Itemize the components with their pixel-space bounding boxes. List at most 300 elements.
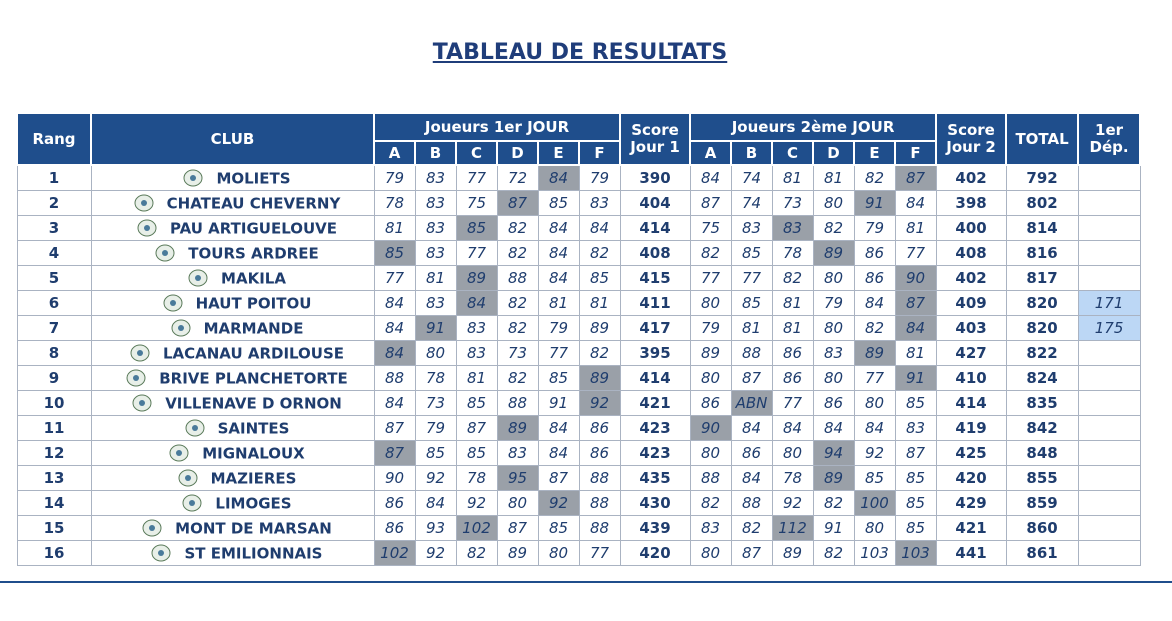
score-cell: 77 (579, 541, 620, 566)
table-row (17, 341, 1140, 366)
score-cell: 84 (374, 316, 415, 341)
club-name: PAU ARTIGUELOUVE (169, 219, 337, 238)
score-jour1-cell: 411 (620, 291, 690, 316)
score-cell: 82 (497, 316, 538, 341)
dep-cell (1078, 341, 1140, 366)
score-cell: 84 (374, 391, 415, 416)
club-logo-icon (136, 219, 158, 237)
club-logo-icon (181, 494, 203, 512)
club-logo-icon (131, 394, 153, 412)
score-cell: 92 (579, 391, 620, 416)
score-jour1-cell: 430 (620, 491, 690, 516)
club-cell (91, 391, 374, 416)
club-name: LACANAU ARDILOUSE (162, 344, 345, 363)
score-cell: 83 (497, 441, 538, 466)
rank-cell: 9 (17, 366, 91, 391)
table-row (17, 491, 1140, 516)
club-name: VILLENAVE D ORNON (165, 394, 342, 413)
score-cell: 92 (415, 466, 456, 491)
score-cell: 84 (579, 216, 620, 241)
score-cell: 84 (456, 291, 497, 316)
score-cell: 83 (731, 216, 772, 241)
score-cell: 81 (813, 165, 854, 191)
table-row (17, 316, 1140, 341)
score-cell: 86 (772, 341, 813, 366)
score-cell: 79 (854, 216, 895, 241)
header-dep: 1er Dép. (1078, 113, 1140, 165)
club-logo-icon (187, 269, 209, 287)
score-cell: 86 (374, 491, 415, 516)
club-logo-icon (141, 519, 163, 537)
score-cell: 79 (415, 416, 456, 441)
score-cell: 84 (895, 191, 936, 216)
rank-cell: 6 (17, 291, 91, 316)
score-cell: 82 (690, 491, 731, 516)
score-cell: 84 (538, 441, 579, 466)
score-cell: 88 (579, 491, 620, 516)
score-cell: 79 (813, 291, 854, 316)
score-jour2-cell: 419 (936, 416, 1006, 441)
score-cell: 85 (731, 291, 772, 316)
score-jour2-cell: 398 (936, 191, 1006, 216)
score-cell: 86 (731, 441, 772, 466)
score-cell: 79 (374, 165, 415, 191)
score-cell: 83 (415, 216, 456, 241)
dep-cell (1078, 216, 1140, 241)
score-cell: 87 (456, 416, 497, 441)
club-cell (91, 491, 374, 516)
score-cell: 82 (813, 491, 854, 516)
table-row (17, 191, 1140, 216)
score-cell: 78 (772, 466, 813, 491)
club-name: TOURS ARDREE (188, 244, 319, 263)
table-row (17, 416, 1140, 441)
rank-cell: 14 (17, 491, 91, 516)
score-cell: 85 (538, 516, 579, 541)
score-cell: 84 (854, 291, 895, 316)
club-logo-icon (170, 319, 192, 337)
score-cell: 78 (415, 366, 456, 391)
score-cell: 81 (456, 366, 497, 391)
header-rang: Rang (17, 113, 91, 165)
dep-cell (1078, 366, 1140, 391)
club-cell (91, 316, 374, 341)
score-cell: 75 (456, 191, 497, 216)
table-row (17, 441, 1140, 466)
score-cell: 81 (415, 266, 456, 291)
score-cell: 88 (731, 341, 772, 366)
score-cell: 85 (895, 391, 936, 416)
header-letter-c: C (772, 141, 813, 165)
dep-cell (1078, 165, 1140, 191)
score-cell: 82 (813, 541, 854, 566)
score-cell: 80 (813, 366, 854, 391)
score-cell: 91 (813, 516, 854, 541)
score-cell: 88 (690, 466, 731, 491)
score-cell: ABN (731, 391, 772, 416)
score-cell: 82 (497, 291, 538, 316)
score-cell: 82 (772, 266, 813, 291)
header-letter-f: F (579, 141, 620, 165)
dep-cell (1078, 241, 1140, 266)
club-cell (91, 165, 374, 191)
table-row (17, 266, 1140, 291)
score-cell: 84 (538, 216, 579, 241)
score-cell: 88 (497, 391, 538, 416)
header-score2: Score Jour 2 (936, 113, 1006, 165)
score-cell: 77 (731, 266, 772, 291)
score-cell: 87 (497, 516, 538, 541)
score-cell: 90 (374, 466, 415, 491)
score-cell: 88 (497, 266, 538, 291)
rank-cell: 5 (17, 266, 91, 291)
score-cell: 84 (538, 241, 579, 266)
score-cell: 87 (895, 291, 936, 316)
score-cell: 86 (579, 416, 620, 441)
score-cell: 80 (772, 441, 813, 466)
rank-cell: 10 (17, 391, 91, 416)
score-jour1-cell: 423 (620, 441, 690, 466)
score-cell: 89 (813, 241, 854, 266)
header-letter-e: E (538, 141, 579, 165)
score-cell: 81 (895, 341, 936, 366)
club-cell (91, 441, 374, 466)
score-cell: 83 (415, 165, 456, 191)
dep-cell (1078, 441, 1140, 466)
club-name: MOLIETS (216, 169, 291, 188)
club-cell (91, 341, 374, 366)
score-cell: 85 (456, 441, 497, 466)
score-cell: 102 (374, 541, 415, 566)
score-cell: 81 (895, 216, 936, 241)
score-cell: 84 (854, 416, 895, 441)
total-cell: 820 (1006, 291, 1078, 316)
results-table (16, 112, 1141, 566)
score-cell: 72 (497, 165, 538, 191)
score-jour1-cell: 420 (620, 541, 690, 566)
club-logo-icon (154, 244, 176, 262)
score-jour2-cell: 409 (936, 291, 1006, 316)
score-cell: 77 (854, 366, 895, 391)
score-jour1-cell: 439 (620, 516, 690, 541)
score-cell: 82 (497, 241, 538, 266)
page-title: TABLEAU DE RESULTATS (432, 40, 728, 65)
score-cell: 87 (690, 191, 731, 216)
score-cell: 88 (731, 491, 772, 516)
score-cell: 80 (690, 441, 731, 466)
table-row (17, 541, 1140, 566)
score-cell: 82 (854, 316, 895, 341)
score-jour1-cell: 414 (620, 366, 690, 391)
rank-cell: 13 (17, 466, 91, 491)
total-cell: 802 (1006, 191, 1078, 216)
club-logo-icon (182, 169, 204, 187)
score-cell: 85 (456, 216, 497, 241)
score-cell: 80 (813, 316, 854, 341)
club-cell (91, 266, 374, 291)
club-logo-icon (184, 419, 206, 437)
score-cell: 83 (456, 341, 497, 366)
score-cell: 87 (538, 466, 579, 491)
club-name: MAZIERES (210, 469, 297, 488)
score-cell: 90 (690, 416, 731, 441)
score-cell: 84 (538, 165, 579, 191)
score-cell: 80 (854, 391, 895, 416)
score-jour1-cell: 423 (620, 416, 690, 441)
score-cell: 81 (731, 316, 772, 341)
total-cell: 860 (1006, 516, 1078, 541)
score-cell: 77 (538, 341, 579, 366)
club-name: MAKILA (221, 269, 286, 288)
score-cell: 82 (497, 366, 538, 391)
dep-cell (1078, 541, 1140, 566)
score-jour1-cell: 417 (620, 316, 690, 341)
score-cell: 82 (497, 216, 538, 241)
rank-cell: 16 (17, 541, 91, 566)
score-cell: 87 (497, 191, 538, 216)
dep-cell (1078, 491, 1140, 516)
table-row (17, 241, 1140, 266)
club-cell (91, 541, 374, 566)
header-jour1: Joueurs 1er JOUR (374, 113, 620, 141)
score-cell: 87 (895, 165, 936, 191)
score-cell: 93 (415, 516, 456, 541)
table-row (17, 516, 1140, 541)
dep-cell (1078, 266, 1140, 291)
dep-cell (1078, 516, 1140, 541)
table-row (17, 165, 1140, 191)
score-cell: 77 (456, 241, 497, 266)
club-name: SAINTES (217, 419, 290, 438)
score-cell: 81 (374, 216, 415, 241)
header-letter-f: F (895, 141, 936, 165)
score-jour1-cell: 395 (620, 341, 690, 366)
score-cell: 80 (813, 191, 854, 216)
rank-cell: 1 (17, 165, 91, 191)
header-letter-d: D (813, 141, 854, 165)
table-row (17, 366, 1140, 391)
score-cell: 86 (579, 441, 620, 466)
dep-cell (1078, 466, 1140, 491)
rank-cell: 2 (17, 191, 91, 216)
score-jour2-cell: 402 (936, 165, 1006, 191)
header-letter-a: A (374, 141, 415, 165)
score-jour1-cell: 421 (620, 391, 690, 416)
score-jour2-cell: 421 (936, 516, 1006, 541)
header-club: CLUB (91, 113, 374, 165)
score-cell: 85 (579, 266, 620, 291)
table-row (17, 291, 1140, 316)
score-cell: 88 (579, 466, 620, 491)
club-cell (91, 516, 374, 541)
header-letter-d: D (497, 141, 538, 165)
score-jour2-cell: 420 (936, 466, 1006, 491)
score-cell: 85 (374, 241, 415, 266)
total-cell: 848 (1006, 441, 1078, 466)
score-jour1-cell: 390 (620, 165, 690, 191)
score-cell: 90 (895, 266, 936, 291)
score-cell: 89 (813, 466, 854, 491)
club-logo-icon (125, 369, 147, 387)
dep-cell: 175 (1078, 316, 1140, 341)
club-cell (91, 241, 374, 266)
club-name: CHATEAU CHEVERNY (166, 194, 341, 213)
rank-cell: 11 (17, 416, 91, 441)
score-cell: 100 (854, 491, 895, 516)
score-cell: 87 (731, 366, 772, 391)
score-jour2-cell: 402 (936, 266, 1006, 291)
total-cell: 855 (1006, 466, 1078, 491)
total-cell: 817 (1006, 266, 1078, 291)
score-cell: 91 (895, 366, 936, 391)
score-cell: 80 (415, 341, 456, 366)
total-cell: 816 (1006, 241, 1078, 266)
score-cell: 80 (497, 491, 538, 516)
score-cell: 82 (813, 216, 854, 241)
score-cell: 82 (579, 241, 620, 266)
score-jour2-cell: 441 (936, 541, 1006, 566)
score-jour2-cell: 429 (936, 491, 1006, 516)
score-cell: 84 (374, 341, 415, 366)
table-row (17, 391, 1140, 416)
score-cell: 86 (854, 266, 895, 291)
header-letter-a: A (690, 141, 731, 165)
dep-cell (1078, 191, 1140, 216)
score-cell: 95 (497, 466, 538, 491)
score-cell: 85 (731, 241, 772, 266)
score-cell: 84 (374, 291, 415, 316)
score-cell: 83 (415, 291, 456, 316)
score-jour2-cell: 408 (936, 241, 1006, 266)
score-cell: 80 (690, 366, 731, 391)
score-cell: 85 (895, 516, 936, 541)
club-logo-icon (177, 469, 199, 487)
club-name: HAUT POITOU (195, 294, 312, 313)
score-cell: 84 (538, 416, 579, 441)
score-cell: 77 (690, 266, 731, 291)
dep-cell (1078, 391, 1140, 416)
score-cell: 92 (538, 491, 579, 516)
score-cell: 92 (415, 541, 456, 566)
club-name: MONT DE MARSAN (175, 519, 332, 538)
header-jour2: Joueurs 2ème JOUR (690, 113, 936, 141)
score-cell: 103 (854, 541, 895, 566)
score-cell: 89 (772, 541, 813, 566)
score-jour2-cell: 425 (936, 441, 1006, 466)
club-logo-icon (129, 344, 151, 362)
club-name: LIMOGES (215, 494, 292, 513)
score-cell: 81 (772, 165, 813, 191)
score-cell: 77 (374, 266, 415, 291)
score-cell: 80 (690, 541, 731, 566)
score-cell: 83 (456, 316, 497, 341)
score-cell: 84 (772, 416, 813, 441)
score-cell: 85 (854, 466, 895, 491)
dep-cell: 171 (1078, 291, 1140, 316)
score-cell: 89 (579, 316, 620, 341)
score-cell: 77 (772, 391, 813, 416)
score-cell: 79 (579, 165, 620, 191)
score-cell: 83 (895, 416, 936, 441)
score-cell: 81 (538, 291, 579, 316)
score-jour2-cell: 427 (936, 341, 1006, 366)
score-cell: 87 (374, 416, 415, 441)
score-cell: 82 (854, 165, 895, 191)
score-cell: 85 (538, 191, 579, 216)
score-cell: 82 (456, 541, 497, 566)
club-name: MARMANDE (203, 319, 304, 338)
score-cell: 77 (895, 241, 936, 266)
club-cell (91, 291, 374, 316)
score-jour1-cell: 404 (620, 191, 690, 216)
rank-cell: 12 (17, 441, 91, 466)
score-cell: 83 (772, 216, 813, 241)
club-logo-icon (162, 294, 184, 312)
club-cell (91, 191, 374, 216)
rank-cell: 7 (17, 316, 91, 341)
score-cell: 87 (731, 541, 772, 566)
score-jour2-cell: 400 (936, 216, 1006, 241)
rank-cell: 8 (17, 341, 91, 366)
club-cell (91, 416, 374, 441)
header-letter-c: C (456, 141, 497, 165)
table-row (17, 216, 1140, 241)
header-letter-e: E (854, 141, 895, 165)
score-cell: 85 (895, 466, 936, 491)
club-logo-icon (168, 444, 190, 462)
score-jour1-cell: 435 (620, 466, 690, 491)
score-cell: 84 (538, 266, 579, 291)
score-cell: 84 (731, 416, 772, 441)
header-letter-b: B (731, 141, 772, 165)
total-cell: 859 (1006, 491, 1078, 516)
score-cell: 78 (374, 191, 415, 216)
score-cell: 87 (374, 441, 415, 466)
score-cell: 91 (538, 391, 579, 416)
score-cell: 103 (895, 541, 936, 566)
score-cell: 83 (415, 191, 456, 216)
score-cell: 73 (772, 191, 813, 216)
score-cell: 89 (690, 341, 731, 366)
total-cell: 842 (1006, 416, 1078, 441)
score-cell: 84 (690, 165, 731, 191)
club-cell (91, 216, 374, 241)
score-cell: 84 (813, 416, 854, 441)
score-cell: 83 (813, 341, 854, 366)
score-cell: 82 (690, 241, 731, 266)
score-cell: 92 (854, 441, 895, 466)
bottom-rule (0, 581, 1172, 583)
score-cell: 78 (772, 241, 813, 266)
score-cell: 80 (854, 516, 895, 541)
score-cell: 81 (579, 291, 620, 316)
score-cell: 73 (415, 391, 456, 416)
total-cell: 792 (1006, 165, 1078, 191)
header-letter-b: B (415, 141, 456, 165)
score-cell: 79 (690, 316, 731, 341)
score-cell: 83 (579, 191, 620, 216)
score-cell: 81 (772, 291, 813, 316)
rank-cell: 15 (17, 516, 91, 541)
score-cell: 83 (690, 516, 731, 541)
score-cell: 80 (813, 266, 854, 291)
club-logo-icon (133, 194, 155, 212)
score-cell: 83 (415, 241, 456, 266)
score-cell: 73 (497, 341, 538, 366)
score-jour2-cell: 414 (936, 391, 1006, 416)
club-name: ST EMILIONNAIS (184, 544, 323, 563)
score-cell: 85 (538, 366, 579, 391)
